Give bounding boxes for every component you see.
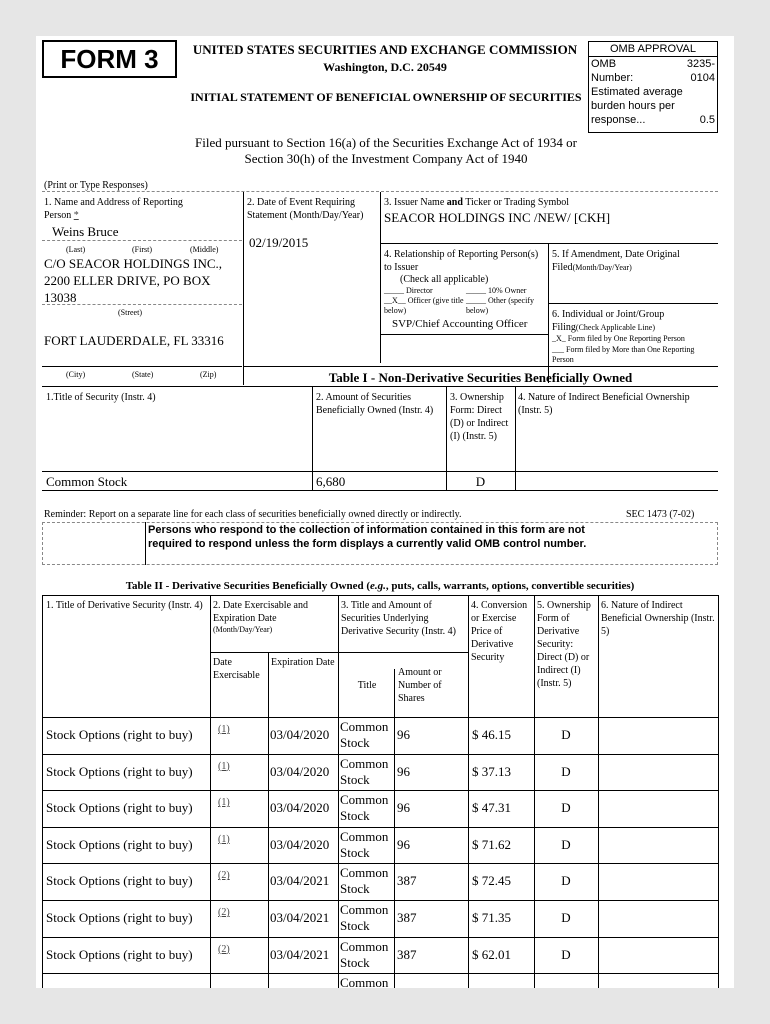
table2-col3-header: 3. Title and Amount of Securities Underlying Derivative Security (Instr. 4) (341, 600, 456, 637)
table2-row-security: Stock Options (right to buy) (46, 727, 193, 742)
filing-option-one[interactable]: _X_ Form filed by One Reporting Person (552, 334, 685, 343)
sec-form-number: SEC 1473 (7-02) (626, 509, 695, 520)
omb-title: OMB APPROVAL (589, 42, 717, 57)
filing-option-more[interactable]: ___ Form filed by More than One Reporting Person (552, 345, 695, 364)
statement-title: INITIAL STATEMENT OF BENEFICIAL OWNERSHIP OF SECURITIES (190, 90, 582, 104)
table2-row-divider (42, 900, 718, 901)
table2-row-footnote[interactable]: (1) (218, 797, 230, 809)
table2-row-shares: 387 (397, 946, 417, 962)
table1-row-amount: 6,680 (316, 474, 346, 489)
table2-col1-header: 1. Title of Derivative Security (Instr. 4) (46, 600, 203, 611)
table2-row-footnote[interactable]: (2) (218, 907, 230, 918)
table1-row-form: D (475, 474, 486, 489)
reporting-city: FORT LAUDERDALE, FL 33316 (44, 333, 224, 348)
form-label: FORM 3 (42, 40, 177, 78)
table2-row-security: Stock Options (right to buy) (46, 836, 193, 852)
field1-label: 1. Name and Address of Reporting Person * (44, 197, 183, 221)
table2-row-security: Stock Options (right to buy) (46, 873, 193, 889)
table2-row-shares: 96 (397, 763, 410, 779)
table2-row-title: Common Stock (340, 865, 389, 897)
director-option[interactable]: _____ Director (384, 286, 433, 295)
table2-row-expiration: 03/04/2020 (270, 763, 330, 779)
table2-row-form: D (561, 727, 571, 742)
table2-row-shares: 96 (397, 836, 410, 852)
table2-row-title: Common Stock (340, 792, 389, 824)
relationship-check: (Check all applicable) (400, 274, 489, 285)
table2-row-price: $ 62.01 (472, 946, 511, 962)
table2-row-expiration: 03/04/2020 (270, 800, 330, 816)
table2-row-security: Stock Options (right to buy) (46, 800, 193, 816)
table2-row-form: D (561, 910, 571, 925)
table2-col3b-header: Amount or Number of Shares (398, 667, 442, 704)
table2-row-title: Common Stock (340, 902, 389, 933)
reporting-address: C/O SEACOR HOLDINGS INC., 2200 ELLER DRIVE, PO BOX 13038 (44, 256, 223, 305)
state-label: (State) (132, 370, 154, 379)
filing-label: 6. Individual or Joint/Group Filing(Check Applicable Line) (552, 309, 665, 333)
agency-title: UNITED STATES SECURITIES AND EXCHANGE COMMISSION (192, 42, 578, 57)
table1-title: Table I - Non-Derivative Securities Beneficially Owned (328, 370, 633, 385)
table2-row-divider (42, 937, 718, 938)
table2-row-footnote[interactable]: (2) (218, 943, 230, 955)
middle-label: (Middle) (190, 245, 219, 254)
form-page (36, 36, 734, 988)
table2-row-form: D (561, 800, 571, 816)
table2-row-shares: 387 (397, 910, 417, 925)
omb-number-label: OMB (591, 58, 617, 70)
print-type-note: (Print or Type Responses) (44, 180, 148, 191)
omb-response-label: response... (591, 114, 646, 126)
relationship-label: 4. Relationship of Reporting Person(s) to Issuer (384, 249, 539, 273)
table2-row-security: Stock Options (right to buy) (46, 763, 193, 779)
table2-row-title: Common Stock (340, 938, 389, 970)
agency-location: Washington, D.C. 20549 (323, 60, 447, 74)
table2-row-expiration: 03/04/2020 (270, 836, 330, 852)
ten-pct-owner-option[interactable]: _____ 10% Owner (466, 286, 527, 295)
omb-number-value: 3235- (686, 58, 715, 70)
reporting-person-name: Weins Bruce (52, 224, 119, 239)
table2-row-price: $ 46.15 (472, 727, 511, 742)
reminder-text: Reminder: Report on a separate line for each class of securities beneficially owned directly or indirectly. (44, 509, 462, 520)
event-date-label: 2. Date of Event Requiring Statement (Month/Day/Year) (247, 197, 364, 221)
table2-row-shares: 96 (397, 727, 410, 742)
table2-title: Table II - Derivative Securities Beneficially Owned (e.g., puts, calls, warrants, options, convertible securities) (125, 580, 635, 592)
table2-row-title: Common Stock (340, 719, 389, 750)
omb-burden-2: burden hours per (591, 100, 675, 112)
table2-row-price: $ 71.62 (472, 836, 511, 852)
issuer-name-ticker: SEACOR HOLDINGS INC /NEW/ [CKH] (384, 210, 611, 225)
table2-col6-header: 6. Nature of Indirect Beneficial Ownership (Instr. 5) (601, 600, 715, 637)
persons-notice: Persons who respond to the collection of information contained in this form are not required to respond unless the form displays a currently valid OMB control number. (148, 524, 587, 550)
table2-row-form: D (561, 763, 571, 779)
omb-number-value2: 0104 (690, 72, 715, 84)
table2-row-footnote[interactable]: (2) (218, 870, 230, 882)
filed-pursuant-line1: Filed pursuant to Section 16(a) of the Securities Exchange Act of 1934 or (195, 135, 577, 150)
filed-pursuant-line2: Section 30(h) of the Investment Company Act of 1940 (244, 151, 528, 166)
table1-col2-header: 2. Amount of Securities Beneficially Owned (Instr. 4) (316, 392, 434, 416)
omb-approval-box (588, 41, 718, 133)
table2-row-expiration: 03/04/2020 (270, 727, 330, 742)
omb-burden-1: Estimated average (591, 86, 683, 98)
table2-row-footnote[interactable]: (1) (218, 760, 230, 772)
table2-row-expiration: 03/04/2021 (270, 946, 330, 962)
last-label: (Last) (66, 245, 86, 254)
table2-row-divider (42, 827, 718, 828)
table2-row-price: $ 47.31 (472, 800, 511, 816)
table2-row-footnote[interactable]: (1) (218, 724, 230, 735)
table2-row-security: Stock Options (right to buy) (46, 910, 193, 925)
table2-row-expiration: 03/04/2021 (270, 910, 330, 925)
table2-row-price: $ 72.45 (472, 873, 511, 889)
table2-row-footnote[interactable]: (1) (218, 833, 230, 845)
table2-row-divider (42, 973, 718, 974)
table2-col3a-header: Title (357, 680, 377, 691)
table2-row-divider (42, 717, 718, 718)
table2-row-security: Stock Options (right to buy) (46, 946, 193, 962)
table1-col4-header: 4. Nature of Indirect Beneficial Ownership (Instr. 5) (518, 392, 690, 416)
street-label: (Street) (118, 308, 142, 317)
table2-col5-header: 5. Ownership Form of Derivative Security: Direct (D) or Indirect (I) (Instr. 5) (537, 600, 591, 689)
omb-response-value: 0.5 (699, 114, 715, 126)
table2-col2-header: 2. Date Exercisable and Expiration Date (Month/Day/Year) (213, 600, 308, 634)
officer-title: SVP/Chief Accounting Officer (392, 318, 528, 330)
table2-col2b-header: Expiration Date (271, 657, 335, 668)
table1-col1-header: 1.Title of Security (Instr. 4) (46, 392, 156, 403)
table2-row-divider (42, 790, 718, 791)
omb-number-label2: Number: (591, 72, 634, 84)
table2-col4-header: 4. Conversion or Exercise Price of Derivative Security (471, 600, 528, 663)
table2-row-expiration: 03/04/2021 (270, 873, 330, 889)
table2-row-divider (42, 754, 718, 755)
table2-col2a-header: Date Exercisable (213, 657, 260, 681)
city-label: (City) (66, 370, 86, 379)
table2-row-title: Common Stock (340, 828, 389, 860)
other-option[interactable]: _____ Other (specify below) (466, 296, 534, 315)
table2-row-shares: 387 (397, 873, 417, 889)
table1-row-security: Common Stock (46, 474, 128, 489)
first-label: (First) (132, 245, 152, 254)
issuer-label: 3. Issuer Name and Ticker or Trading Symbol (384, 197, 570, 208)
table2-row-form: D (561, 946, 571, 962)
table2-row-shares: 96 (397, 800, 410, 816)
table2-row-price: $ 71.35 (472, 910, 511, 925)
table2-row-title: Common Stock (340, 755, 389, 787)
table2-partial-title: Common (340, 975, 389, 988)
table2-row-divider (42, 863, 718, 864)
table2-row-form: D (561, 873, 571, 889)
amendment-label: 5. If Amendment, Date Original Filed(Month/Day/Year) (552, 249, 680, 273)
footnote-star[interactable]: * (73, 210, 79, 221)
table1-col3-header: 3. Ownership Form: Direct (D) or Indirect (I) (Instr. 5) (450, 392, 509, 442)
event-date-value: 02/19/2015 (249, 235, 309, 250)
officer-option[interactable]: __X__ Officer (give title below) (384, 296, 464, 315)
table2-row-price: $ 37.13 (472, 763, 511, 779)
zip-label: (Zip) (200, 370, 217, 379)
table2-row-form: D (561, 836, 571, 852)
